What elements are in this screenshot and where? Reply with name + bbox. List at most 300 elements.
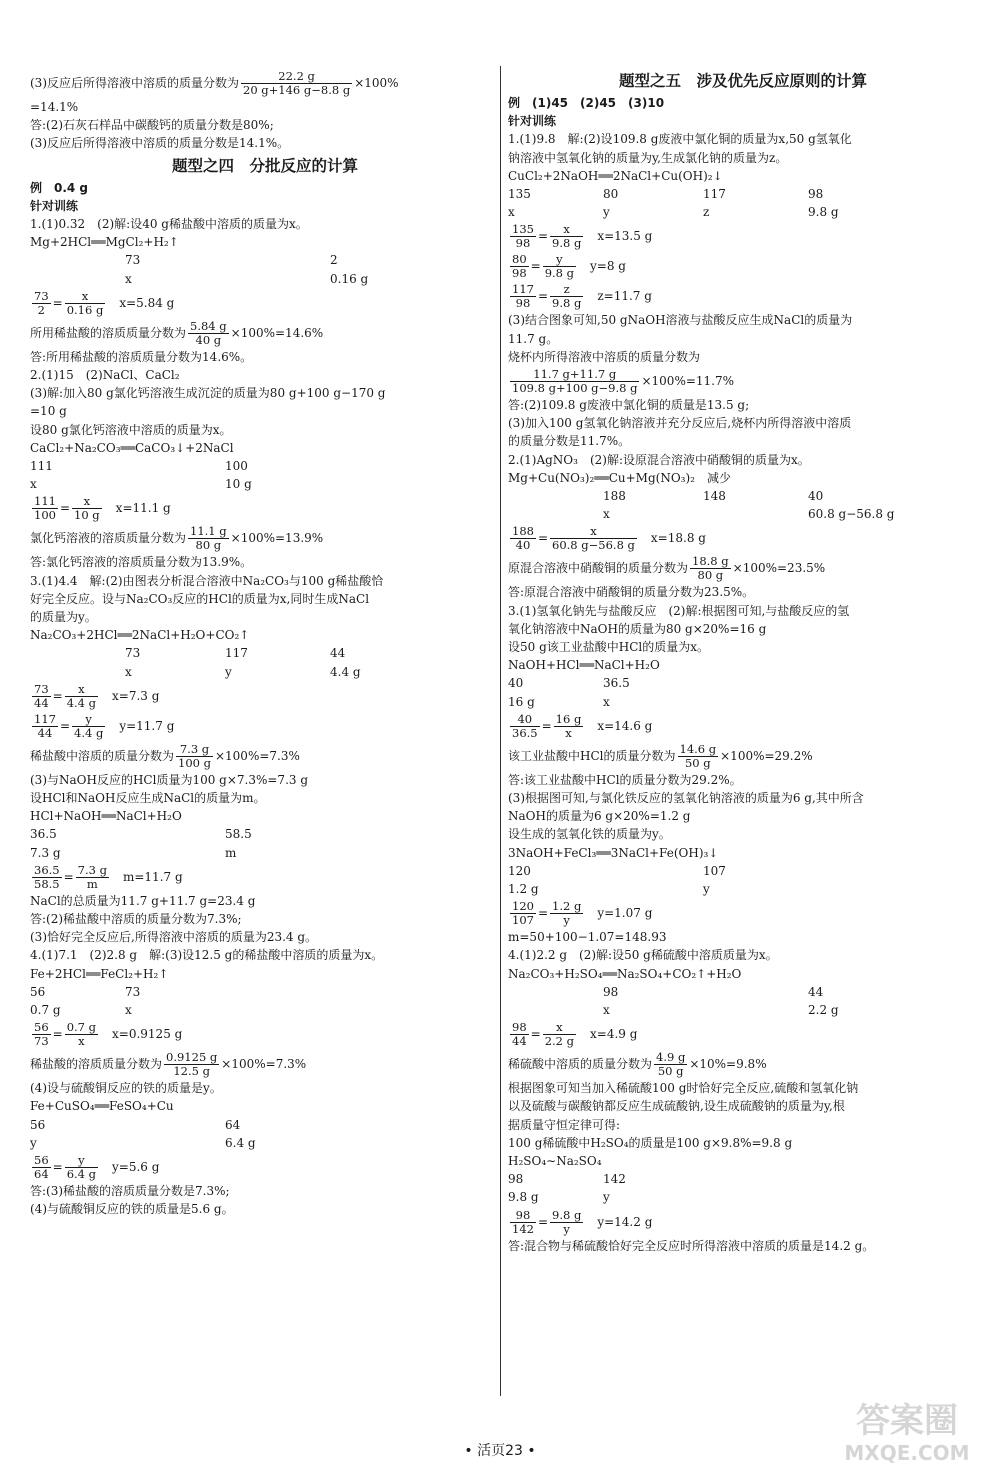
coefficient: 58.5 — [225, 827, 252, 842]
equation-coefficients — [30, 1001, 500, 1019]
watermark-logo — [832, 1394, 982, 1469]
fraction-prefix: 氯化钙溶液的溶质质量分数为 — [30, 531, 187, 546]
fraction-suffix: ×100%=23.5% — [732, 561, 826, 576]
fraction — [543, 253, 576, 280]
equals-sign: = — [530, 259, 541, 274]
equation-coefficients — [508, 674, 978, 692]
text-line: 的质量分数是11.7%。 — [508, 434, 631, 449]
fraction-numerator: y — [65, 1154, 98, 1168]
fraction-denominator: 80 g — [697, 568, 724, 583]
fraction-denominator: 40 — [515, 538, 531, 553]
fraction-numerator: 14.6 g — [679, 741, 717, 756]
fraction-suffix: x=18.8 g — [638, 531, 706, 546]
fraction-line — [508, 281, 978, 311]
fraction-suffix: z=11.7 g — [585, 289, 652, 304]
fraction-prefix: 稀盐酸的溶质质量分数为 — [30, 1057, 163, 1072]
fraction-denominator: 6.4 g — [66, 1166, 97, 1181]
coefficient: 64 — [225, 1117, 241, 1132]
fraction-suffix: ×100%=7.3% — [221, 1057, 307, 1072]
fraction-line — [508, 366, 978, 396]
equation-coefficients — [30, 844, 500, 862]
fraction-line — [30, 681, 500, 711]
fraction-line — [508, 1207, 978, 1237]
fraction-denominator: 2 — [37, 302, 45, 317]
fraction-line — [508, 741, 978, 771]
fraction-numerator: 22.2 g — [241, 70, 352, 84]
fraction — [32, 1154, 51, 1181]
text-line: 答:(3)稀盐酸的溶质质量分数是7.3%; — [30, 1183, 230, 1198]
fraction — [65, 1154, 98, 1181]
fraction-numerator: 7.3 g — [176, 743, 213, 757]
coefficient: 98 — [508, 1172, 524, 1187]
fraction-line — [30, 862, 500, 892]
text-line: Na₂CO₃+2HCl══2NaCl+H₂O+CO₂↑ — [30, 628, 250, 643]
equals-sign: = — [537, 531, 549, 546]
text-line: 答:该工业盐酸中HCl的质量分数为29.2%。 — [508, 772, 742, 787]
fraction-numerator: x — [72, 495, 102, 509]
fraction-suffix: y=8 g — [578, 259, 626, 274]
coefficient: 16 g — [508, 694, 535, 709]
fraction — [510, 1209, 536, 1236]
fraction — [32, 864, 62, 891]
equation-coefficients — [30, 1116, 500, 1134]
text-line: 4.(1)7.1 (2)2.8 g 解:(3)设12.5 g的稀盐酸中溶质的质量为x。 — [30, 948, 384, 963]
equals-sign: = — [52, 688, 63, 703]
fraction-line — [30, 493, 500, 523]
fraction-denominator: y — [563, 913, 570, 928]
text-line: 1.(1)0.32 (2)解:设40 g稀盐酸中溶质的质量为x。 — [30, 217, 308, 232]
text-line: (4)设与硫酸铜反应的铁的质量是y。 — [30, 1081, 222, 1096]
text-line: NaCl的总质量为11.7 g+11.7 g=23.4 g — [30, 893, 256, 908]
fraction — [32, 495, 58, 522]
coefficient: 148 — [703, 489, 726, 504]
coefficient: 107 — [703, 863, 726, 878]
equation-coefficients — [30, 1134, 500, 1152]
fraction-denominator: y — [563, 1221, 570, 1236]
fraction-denominator: 12.5 g — [173, 1064, 210, 1079]
text-line: (3)恰好完全反应后,所得溶液中溶质的质量为23.4 g。 — [30, 930, 318, 945]
equals-sign: = — [52, 295, 63, 310]
equals-sign: = — [530, 1027, 541, 1042]
fraction-prefix: 该工业盐酸中HCl的质量分数为 — [508, 748, 676, 763]
fraction-denominator: 9.8 g — [552, 236, 582, 251]
fraction-suffix: ×100% — [354, 76, 399, 90]
fraction — [510, 713, 540, 740]
coefficient: 10 g — [225, 477, 252, 492]
fraction — [554, 713, 584, 740]
fraction-denominator: x — [78, 1034, 85, 1049]
fraction — [32, 713, 58, 740]
text-line: 答:混合物与稀硫酸恰好完全反应时所得溶液中溶质的质量是14.2 g。 — [508, 1238, 875, 1253]
coefficient: 80 — [603, 187, 619, 202]
fraction-denominator: 98 — [515, 296, 531, 311]
fraction-suffix: ×100%=11.7% — [641, 374, 735, 388]
coefficient: 36.5 — [603, 676, 630, 691]
coefficient: x — [603, 507, 610, 522]
fraction-denominator: 44 — [37, 725, 53, 740]
coefficient: m — [225, 845, 237, 860]
fraction-denominator: x — [565, 725, 572, 740]
equals-sign: = — [63, 869, 74, 884]
fraction-prefix: 稀盐酸中溶质的质量分数为 — [30, 748, 175, 763]
fraction-numerator: 18.8 g — [692, 554, 729, 569]
fraction-denominator: 142 — [512, 1221, 534, 1236]
text-line: HCl+NaOH══NaCl+H₂O — [30, 809, 182, 824]
fraction-numerator: 188 — [512, 524, 534, 539]
text-line: 设生成的氢氧化铁的质量为y。 — [508, 827, 671, 842]
fraction-numerator: 111 — [34, 494, 56, 509]
coefficient: 56 — [30, 1117, 46, 1132]
fraction-denominator: 73 — [34, 1034, 49, 1049]
text-line: 根据图象可知当加入稀硫酸100 g时恰好完全反应,硫酸和氢氧化钠 — [508, 1081, 859, 1096]
fraction-suffix: y=1.07 g — [585, 906, 653, 921]
fraction-denominator: 44 — [34, 695, 49, 710]
text-line: Fe+2HCl══FeCl₂+H₂↑ — [30, 966, 169, 981]
fraction-line — [30, 288, 500, 318]
fraction-denominator: 80 g — [195, 538, 222, 553]
text-line: Mg+2HCl══MgCl₂+H₂↑ — [30, 235, 179, 250]
fraction-denominator: 0.16 g — [66, 302, 104, 317]
fraction-line — [508, 553, 978, 583]
text-line: (3)根据图可知,与氯化铁反应的氢氧化钠溶液的质量为6 g,其中所含 — [508, 790, 864, 805]
fraction-denominator: 50 g — [657, 1064, 684, 1079]
fraction — [65, 683, 98, 710]
coefficient: 36.5 — [30, 827, 57, 842]
fraction-suffix: x=13.5 g — [585, 229, 653, 244]
fraction-line — [30, 1019, 500, 1049]
fraction — [32, 290, 51, 317]
equation-coefficients — [508, 487, 978, 505]
text-line: 好完全反应。设与Na₂CO₃反应的HCl的质量为x,同时生成NaCl — [30, 591, 370, 606]
fraction-suffix: x=0.9125 g — [100, 1027, 183, 1042]
fraction — [72, 713, 105, 740]
fraction-line — [30, 711, 500, 741]
text-line: 答:所用稀盐酸的溶质质量分数为14.6%。 — [30, 349, 253, 364]
watermark-bottom: MXQE.COM — [844, 1441, 970, 1465]
fraction-line — [30, 318, 500, 348]
text-line: NaOH+HCl══NaCl+H₂O — [508, 658, 660, 673]
fraction-line — [508, 898, 978, 928]
coefficient: 9.8 g — [508, 1190, 539, 1205]
text-line: (3)解:加入80 g氯化钙溶液生成沉淀的质量为80 g+100 g−170 g — [30, 386, 386, 401]
equation-coefficients — [508, 693, 978, 711]
coefficient: 0.7 g — [30, 1002, 61, 1017]
coefficient: 73 — [125, 646, 141, 661]
fraction-denominator: 9.8 g — [552, 296, 582, 311]
fraction-denominator: 98 — [515, 236, 531, 251]
fraction-numerator: 9.8 g — [552, 1207, 582, 1222]
fraction-denominator: 2.2 g — [544, 1034, 575, 1049]
coefficient: 2 — [330, 253, 338, 268]
text-line: (4)与硫酸铜反应的铁的质量是5.6 g。 — [30, 1202, 234, 1217]
fraction — [550, 1209, 583, 1236]
text-line: 3NaOH+FeCl₃══3NaCl+Fe(OH)₃↓ — [508, 845, 719, 860]
coefficient: x — [125, 1002, 132, 1017]
fraction — [678, 743, 719, 770]
coefficient: 117 — [225, 646, 248, 661]
fraction — [510, 900, 536, 927]
fraction-line — [508, 1049, 978, 1079]
fraction-suffix: y=11.7 g — [107, 718, 175, 733]
text-line: Na₂CO₃+H₂SO₄══Na₂SO₄+CO₂↑+H₂O — [508, 966, 742, 981]
coefficient: 2.2 g — [808, 1002, 839, 1017]
equals-sign: = — [537, 906, 549, 921]
fraction — [176, 743, 213, 770]
fraction — [510, 525, 536, 552]
fraction-line — [508, 523, 978, 553]
fraction — [32, 1021, 51, 1048]
fraction-numerator: 11.7 g+11.7 g — [510, 368, 639, 382]
equation-coefficients — [508, 880, 978, 898]
fraction-numerator: 36.5 — [34, 862, 60, 877]
fraction-prefix: 稀硫酸中溶质的质量分数为 — [508, 1057, 653, 1072]
text-line: 3.(1)氢氧化钠先与盐酸反应 (2)解:根据图可知,与盐酸反应的氢 — [508, 603, 850, 618]
coefficient: 56 — [30, 984, 46, 999]
fraction-numerator: 40 — [510, 713, 540, 727]
coefficient: 6.4 g — [225, 1135, 256, 1150]
fraction — [654, 1051, 687, 1078]
fraction-numerator: x — [550, 223, 583, 237]
fraction-numerator: 98 — [512, 1020, 527, 1035]
equation-coefficients — [30, 663, 500, 681]
fraction-denominator: 109.8 g+100 g−9.8 g — [512, 381, 638, 395]
equation-coefficients — [508, 185, 978, 203]
coefficient: 4.4 g — [330, 664, 361, 679]
text-line: 11.7 g。 — [508, 331, 559, 346]
coefficient: z — [703, 205, 710, 220]
fraction-line — [508, 221, 978, 251]
coefficient: 44 — [808, 984, 824, 999]
fraction-denominator: 107 — [512, 913, 534, 928]
text-line: 氧化钠溶液中NaOH的质量为80 g×20%=16 g — [508, 621, 767, 636]
fraction-line — [30, 523, 500, 553]
text-line: =14.1% — [30, 100, 79, 114]
fraction-line — [508, 711, 978, 741]
fraction-numerator: x — [550, 525, 637, 539]
fraction-denominator: 44 — [512, 1034, 527, 1049]
fraction-denominator: m — [86, 876, 98, 891]
fraction-numerator: 7.3 g — [77, 862, 107, 877]
fraction-numerator: x — [65, 290, 106, 304]
coefficient: 100 — [225, 459, 248, 474]
fraction-denominator: 100 — [34, 508, 56, 523]
fraction-numerator: 16 g — [555, 711, 582, 726]
fraction-numerator: 0.9125 g — [166, 1050, 218, 1065]
coefficient: 98 — [808, 187, 824, 202]
text-line: 100 g稀硫酸中H₂SO₄的质量是100 g×9.8%=9.8 g — [508, 1135, 793, 1150]
equation-coefficients — [30, 475, 500, 493]
fraction — [72, 495, 102, 522]
text-line: (3)与NaOH反应的HCl质量为100 g×7.3%=7.3 g — [30, 772, 309, 787]
section-heading: 题型之四 分批反应的计算 — [171, 156, 358, 175]
fraction — [188, 525, 229, 552]
fraction-numerator: y — [543, 253, 576, 267]
text-line: (3)结合图象可知,50 gNaOH溶液与盐酸反应生成NaCl的质量为 — [508, 313, 853, 328]
fraction — [510, 253, 529, 280]
text-line: CuCl₂+2NaOH══2NaCl+Cu(OH)₂↓ — [508, 168, 723, 183]
fraction-denominator: 10 g — [74, 508, 100, 523]
coefficient: x — [125, 664, 132, 679]
fraction — [550, 525, 637, 552]
equals-sign: = — [537, 229, 549, 244]
equals-sign: = — [541, 718, 552, 733]
fraction-suffix: y=14.2 g — [585, 1214, 653, 1229]
fraction-numerator: 135 — [512, 222, 534, 237]
fraction-numerator: 117 — [34, 711, 56, 726]
equation-coefficients — [508, 505, 978, 523]
fraction-prefix: 原混合溶液中硝酸铜的质量分数为 — [508, 561, 689, 576]
text-line: 答:(2)109.8 g废液中氯化铜的质量是13.5 g; — [508, 398, 750, 412]
fraction-numerator: 80 — [512, 252, 527, 267]
fraction — [76, 864, 109, 891]
section-heading: 题型之五 涉及优先反应原则的计算 — [618, 72, 867, 90]
fraction-numerator: 0.7 g — [66, 1020, 97, 1035]
coefficient: x — [603, 694, 610, 709]
text-line: 2.(1)15 (2)NaCl、CaCl₂ — [30, 368, 180, 382]
fraction-suffix: ×100%=7.3% — [214, 748, 300, 763]
fraction-prefix: 所用稀盐酸的溶质质量分数为 — [30, 325, 187, 340]
coefficient: x — [125, 271, 132, 286]
fraction-prefix: (3)反应后所得溶液中溶质的质量分数为 — [30, 76, 239, 90]
fraction-numerator: 5.84 g — [190, 318, 227, 333]
fraction-line — [30, 1152, 500, 1182]
fraction-numerator: y — [72, 713, 105, 727]
fraction-suffix: x=5.84 g — [107, 295, 175, 310]
fraction — [65, 1021, 98, 1048]
equation-coefficients — [508, 1170, 978, 1188]
fraction-line — [30, 741, 500, 771]
text-line: 钠溶液中氢氧化钠的质量为y,生成氯化钠的质量为z。 — [508, 150, 788, 165]
fraction-denominator: 64 — [34, 1166, 49, 1181]
fraction — [510, 223, 536, 250]
text-line: 设80 g氯化钙溶液中溶质的质量为x。 — [30, 422, 232, 437]
fraction — [65, 290, 106, 317]
fraction-suffix: x=11.1 g — [103, 501, 171, 516]
sub-heading: 例 0.4 g — [30, 180, 89, 195]
sub-heading: 例 (1)45 (2)45 (3)10 — [508, 96, 665, 110]
equation-coefficients — [30, 644, 500, 662]
text-line: (3)反应后所得溶液中溶质的质量分数是14.1%。 — [30, 136, 290, 151]
fraction — [550, 900, 583, 927]
equation-coefficients — [30, 251, 500, 269]
fraction-suffix: x=14.6 g — [585, 718, 653, 733]
text-line: 答:(2)稀盐酸中溶质的质量分数为7.3%; — [30, 911, 242, 926]
left-column — [30, 68, 500, 1218]
equation-coefficients — [508, 1188, 978, 1206]
fraction — [188, 320, 229, 347]
text-line: m=50+100−1.07=148.93 — [508, 930, 667, 945]
text-line: (3)加入100 g氢氧化钠溶液并充分反应后,烧杯内所得溶液中溶质 — [508, 416, 852, 431]
coefficient: 40 — [808, 489, 824, 504]
text-line: =10 g — [30, 404, 67, 419]
text-line: 3.(1)4.4 解:(2)由图表分析混合溶液中Na₂CO₃与100 g稀盐酸恰 — [30, 573, 384, 588]
fraction-denominator: 4.4 g — [66, 695, 97, 710]
fraction — [510, 368, 639, 395]
coefficient: y — [603, 205, 610, 220]
coefficient: 7.3 g — [30, 845, 61, 860]
fraction-suffix: ×10%=9.8% — [689, 1057, 767, 1072]
coefficient: 0.16 g — [330, 271, 369, 286]
fraction-denominator: 4.4 g — [74, 725, 104, 740]
equation-coefficients — [30, 983, 500, 1001]
fraction-numerator: x — [543, 1021, 576, 1035]
fraction-numerator: 11.1 g — [190, 524, 227, 539]
equation-coefficients — [30, 457, 500, 475]
fraction-suffix: x=7.3 g — [100, 688, 160, 703]
coefficient: 120 — [508, 863, 531, 878]
fraction-line — [30, 1049, 500, 1079]
coefficient: y — [603, 1190, 610, 1205]
coefficient: x — [508, 205, 515, 220]
coefficient: 73 — [125, 984, 141, 999]
coefficient: 73 — [125, 253, 141, 268]
fraction-denominator: 98 — [512, 266, 527, 281]
fraction-numerator: 73 — [34, 288, 49, 303]
text-line: 4.(1)2.2 g (2)解:设50 g稀硫酸中溶质质量为x。 — [508, 948, 778, 963]
watermark-top: 答案圈 — [856, 1401, 958, 1441]
coefficient: 135 — [508, 187, 531, 202]
fraction — [164, 1051, 219, 1078]
text-line: 1.(1)9.8 解:(2)设109.8 g废液中氯化铜的质量为x,50 g氢氧化 — [508, 132, 852, 147]
page-number: • 活页23 • — [464, 1443, 536, 1459]
fraction — [550, 283, 583, 310]
fraction-numerator: 120 — [512, 899, 534, 914]
coefficient: 98 — [603, 984, 619, 999]
text-line: Fe+CuSO₄══FeSO₄+Cu — [30, 1099, 174, 1114]
fraction-numerator: 56 — [34, 1152, 49, 1167]
coefficient: 44 — [330, 646, 346, 661]
sub-heading: 针对训练 — [508, 114, 557, 129]
equals-sign: = — [52, 1159, 63, 1174]
coefficient: 9.8 g — [808, 205, 839, 220]
fraction-numerator: 98 — [510, 1209, 536, 1223]
equation-coefficients — [30, 270, 500, 288]
text-line: 烧杯内所得溶液中溶质的质量分数为 — [508, 349, 701, 364]
text-line: 2.(1)AgNO₃ (2)解:设原混合溶液中硝酸铜的质量为x。 — [508, 452, 810, 467]
fraction-suffix: y=5.6 g — [100, 1159, 160, 1174]
coefficient: x — [30, 477, 37, 492]
equation-coefficients — [508, 983, 978, 1001]
fraction-denominator: 36.5 — [512, 725, 538, 740]
coefficient: y — [30, 1135, 37, 1150]
fraction — [510, 1021, 529, 1048]
fraction-denominator: 40 g — [195, 332, 222, 347]
coefficient: y — [225, 664, 232, 679]
text-line: H₂SO₄∼Na₂SO₄ — [508, 1153, 602, 1168]
text-line: 设50 g该工业盐酸中HCl的质量为x。 — [508, 640, 710, 654]
text-line: 答:(2)石灰石样品中碳酸钙的质量分数是80%; — [30, 118, 274, 133]
fraction-line — [30, 68, 500, 98]
fraction-denominator: 100 g — [178, 755, 211, 770]
fraction — [690, 555, 731, 582]
text-line: 设HCl和NaOH反应生成NaCl的质量为m。 — [30, 790, 266, 805]
equation-coefficients — [508, 862, 978, 880]
fraction-line — [508, 1019, 978, 1049]
fraction-suffix: x=4.9 g — [578, 1027, 638, 1042]
coefficient: 117 — [703, 187, 726, 202]
fraction-numerator: 73 — [34, 681, 49, 696]
equals-sign: = — [537, 1214, 549, 1229]
right-column — [508, 68, 978, 1255]
equals-sign: = — [59, 718, 71, 733]
fraction-denominator: 9.8 g — [544, 266, 575, 281]
text-line: 答:氯化钙溶液的溶质质量分数为13.9%。 — [30, 555, 253, 570]
coefficient: 40 — [508, 676, 524, 691]
fraction — [550, 223, 583, 250]
text-line: 答:原混合溶液中硝酸铜的质量分数为23.5%。 — [508, 585, 755, 600]
coefficient: 60.8 g−56.8 g — [808, 507, 895, 522]
fraction-suffix: ×100%=13.9% — [230, 531, 324, 546]
